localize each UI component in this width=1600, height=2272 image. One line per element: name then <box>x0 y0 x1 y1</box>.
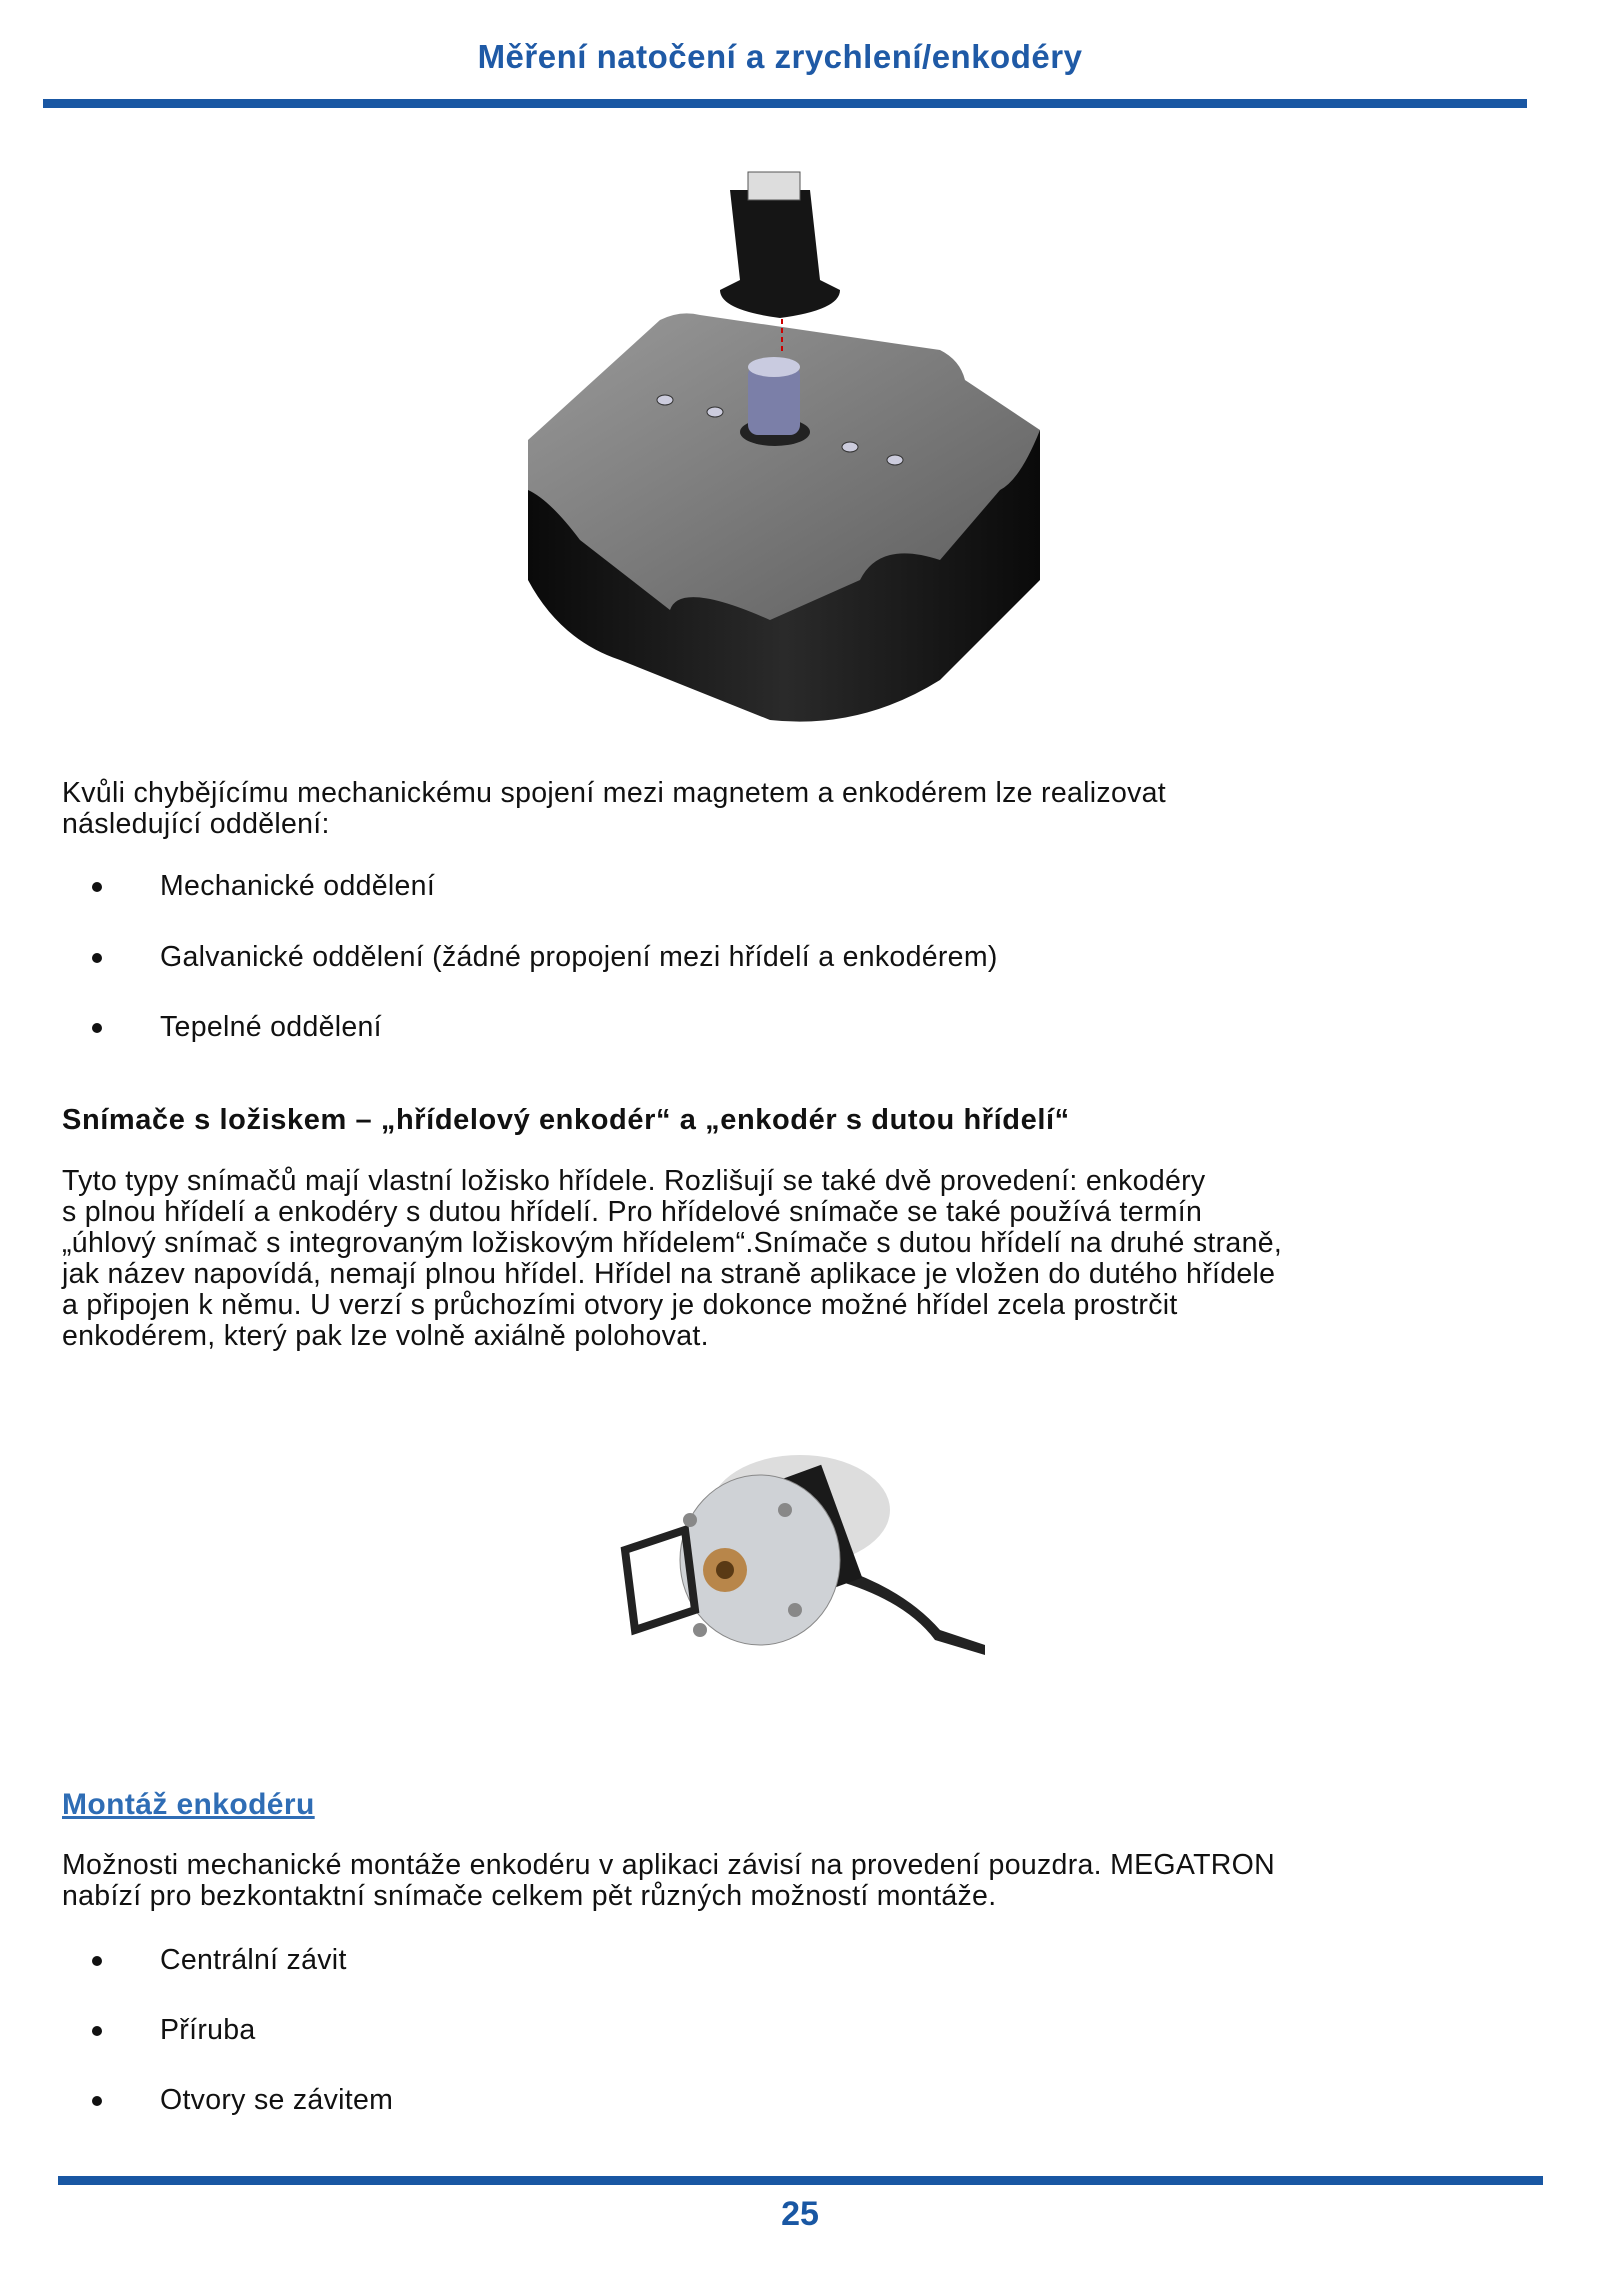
mounting-heading-link[interactable]: Montáž enkodéru <box>62 1788 315 1821</box>
text-line: Možnosti mechanické montáže enkodéru v aplikaci závisí na provedení pouzdra. MEGATRON <box>62 1849 1276 1881</box>
text-line: Kvůli chybějícímu mechanickému spojení mezi magnetem a enkodérem lze realizovat <box>62 777 1167 809</box>
intro-paragraph <box>62 778 1166 840</box>
hollow-shaft-encoder-image <box>605 1440 995 1700</box>
bullet-icon <box>92 2096 102 2106</box>
list-item <box>92 2084 393 2117</box>
list-item-text: Příruba <box>160 2014 256 2046</box>
list-item <box>92 870 435 903</box>
page-number: 25 <box>781 2195 819 2233</box>
bullet-icon <box>92 882 102 892</box>
list-item <box>92 1944 347 1977</box>
text-line: s plnou hřídelí a enkodéry s dutou hřídelí. Pro hřídelové snímače se také používá termín <box>62 1196 1203 1228</box>
bullet-icon <box>92 953 102 963</box>
text-line: enkodérem, který pak lze volně axiálně polohovat. <box>62 1320 709 1352</box>
bullet-icon <box>92 2026 102 2036</box>
text-line: „úhlový snímač s integrovaným ložiskovým hřídelem“.Snímače s dutou hřídelí na druhé straně, <box>62 1227 1283 1259</box>
mounting-paragraph <box>62 1850 1275 1912</box>
text-line: Tyto typy snímačů mají vlastní ložisko hřídele. Rozlišují se také dvě provedení: enkodéry <box>62 1165 1206 1197</box>
bullet-icon <box>92 1023 102 1033</box>
header-rule <box>43 99 1527 108</box>
text-line: nabízí pro bezkontaktní snímače celkem pět různých možností montáže. <box>62 1880 997 1912</box>
text-line: jak název napovídá, nemají plnou hřídel. Hřídel na straně aplikace je vložen do dutého hřídele <box>62 1258 1276 1290</box>
bullet-icon <box>92 1956 102 1966</box>
text-line: a připojen k němu. U verzí s průchozími otvory je dokonce možné hřídel zcela prostrčit <box>62 1289 1178 1321</box>
page-title: Měření natočení a zrychlení/enkodéry <box>477 38 1083 75</box>
list-item-text: Galvanické oddělení (žádné propojení mezi hřídelí a enkodérem) <box>160 941 998 973</box>
bearing-paragraph <box>62 1166 1282 1352</box>
list-item <box>92 941 998 974</box>
text-line: následující oddělení: <box>62 808 330 840</box>
list-item-text: Mechanické oddělení <box>160 870 436 902</box>
magnetic-encoder-image <box>520 160 1050 730</box>
list-item <box>92 2014 256 2047</box>
list-item-text: Tepelné oddělení <box>160 1011 382 1043</box>
list-item <box>92 1011 382 1044</box>
section-heading: Snímače s ložiskem – „hřídelový enkodér“ a „enkodér s dutou hřídelí“ <box>62 1104 1070 1136</box>
list-item-text: Centrální závit <box>160 1944 347 1976</box>
footer-rule <box>58 2176 1543 2185</box>
list-item-text: Otvory se závitem <box>160 2084 394 2116</box>
